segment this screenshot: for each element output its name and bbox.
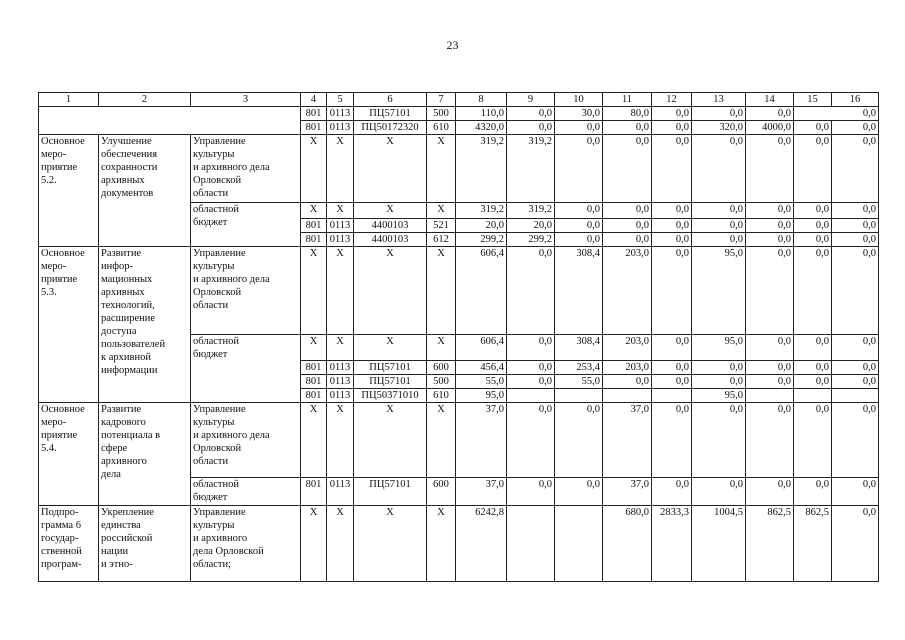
value-cell: 606,4 [456,247,507,335]
value-cell: 55,0 [456,375,507,389]
column-header: 6 [354,93,427,107]
value-cell: 0,0 [746,361,794,375]
value-cell: 0,0 [794,403,832,478]
value-cell: 0,0 [746,203,794,219]
value-cell: 0,0 [507,335,555,361]
measure-title: Основное меро- приятие 5.2. [39,135,99,247]
value-cell: 0,0 [652,203,692,219]
value-cell: 0,0 [555,135,603,203]
value-cell: 4400103 [354,233,427,247]
value-cell: 0,0 [555,403,603,478]
value-cell: ПЦ50172320 [354,121,427,135]
page-number: 23 [446,38,459,52]
value-cell: 319,2 [507,203,555,219]
table-row [39,107,879,121]
value-cell: 0,0 [603,135,652,203]
value-cell: 0,0 [746,478,794,506]
value-cell: 606,4 [456,335,507,361]
value-cell: 0,0 [832,478,879,506]
value-cell: 80,0 [603,107,652,121]
value-cell: 0113 [327,233,354,247]
value-cell: 95,0 [692,389,746,403]
value-cell: Х [301,135,327,203]
value-cell: 0,0 [746,403,794,478]
value-cell: Х [427,135,456,203]
value-cell: Х [427,403,456,478]
value-cell: 37,0 [456,478,507,506]
value-cell: 0,0 [555,219,603,233]
value-cell: 0,0 [794,478,832,506]
column-header: 14 [746,93,794,107]
value-cell: 4400103 [354,219,427,233]
value-cell [507,389,555,403]
value-cell: 0,0 [794,375,832,389]
value-cell: 0,0 [652,219,692,233]
value-cell: Х [301,403,327,478]
empty-cell [39,107,301,135]
value-cell: 6242,8 [456,506,507,582]
value-cell: 0,0 [794,361,832,375]
value-cell: 308,4 [555,247,603,335]
value-cell: 299,2 [456,233,507,247]
value-cell: 0,0 [692,135,746,203]
value-cell: 0,0 [692,107,746,121]
value-cell: 95,0 [692,335,746,361]
value-cell: 0,0 [832,335,879,361]
value-cell: 0,0 [832,203,879,219]
column-header: 12 [652,93,692,107]
value-cell: 680,0 [603,506,652,582]
value-cell: 0,0 [794,247,832,335]
value-cell: 0,0 [692,219,746,233]
value-cell: Х [301,203,327,219]
value-cell: ПЦ57101 [354,375,427,389]
value-cell: 801 [301,389,327,403]
value-cell: ПЦ57101 [354,107,427,121]
measure-title: Основное меро- приятие 5.4. [39,403,99,506]
column-header: 5 [327,93,354,107]
value-cell: 0,0 [692,361,746,375]
value-cell: Х [427,506,456,582]
value-cell: 0,0 [692,478,746,506]
measure-row [39,135,879,203]
value-cell: 0,0 [652,478,692,506]
value-cell: 37,0 [456,403,507,478]
value-cell: 0,0 [746,375,794,389]
value-cell: 0,0 [507,247,555,335]
value-cell: 0,0 [507,121,555,135]
value-cell [794,389,832,403]
value-cell: 0113 [327,219,354,233]
value-cell [555,506,603,582]
value-cell: 610 [427,121,456,135]
value-cell: 0113 [327,107,354,121]
value-cell: 0,0 [832,403,879,478]
value-cell [555,389,603,403]
value-cell: 20,0 [507,219,555,233]
value-cell: 0,0 [507,107,555,121]
value-cell: 320,0 [692,121,746,135]
value-cell: 0113 [327,121,354,135]
column-header: 13 [692,93,746,107]
value-cell: 0,0 [603,121,652,135]
value-cell: 0,0 [652,403,692,478]
measure-title: Основное меро- приятие 5.3. [39,247,99,403]
subprogram-description: Укрепление единства российской нации и этно- [99,506,191,582]
value-cell: 299,2 [507,233,555,247]
value-cell: 253,4 [555,361,603,375]
value-cell: 0,0 [555,233,603,247]
value-cell: 95,0 [456,389,507,403]
value-cell: 319,2 [456,203,507,219]
value-cell: 0,0 [794,233,832,247]
value-cell: 2833,3 [652,506,692,582]
measure-row [39,403,879,478]
value-cell: Х [327,506,354,582]
value-cell: Х [327,247,354,335]
value-cell: 862,5 [794,506,832,582]
value-cell: ПЦ50371010 [354,389,427,403]
executor-cell: Управление культуры и архивного дела Орловской области [191,247,301,335]
budget-source-cell: областной бюджет [191,335,301,403]
value-cell: 0,0 [603,203,652,219]
value-cell: 801 [301,107,327,121]
value-cell: 0,0 [794,121,832,135]
value-cell: 0,0 [692,403,746,478]
value-cell: 0,0 [746,219,794,233]
value-cell: 203,0 [603,335,652,361]
value-cell: 95,0 [692,247,746,335]
value-cell: 801 [301,233,327,247]
value-cell: 0,0 [603,219,652,233]
value-cell: 0,0 [746,335,794,361]
value-cell [746,389,794,403]
column-header: 1 [39,93,99,107]
value-cell: 0,0 [692,203,746,219]
value-cell: 0,0 [746,233,794,247]
value-cell [603,389,652,403]
value-cell [832,389,879,403]
column-header: 4 [301,93,327,107]
value-cell: 456,4 [456,361,507,375]
value-cell [507,506,555,582]
value-cell: 1004,5 [692,506,746,582]
value-cell: 0113 [327,478,354,506]
value-cell: 0,0 [555,478,603,506]
value-cell: 801 [301,361,327,375]
value-cell: Х [301,247,327,335]
value-cell: 0,0 [603,233,652,247]
value-cell: 0,0 [832,361,879,375]
value-cell: 319,2 [456,135,507,203]
value-cell: 801 [301,478,327,506]
column-header: 9 [507,93,555,107]
value-cell: 0,0 [652,121,692,135]
value-cell: Х [354,247,427,335]
value-cell: 801 [301,121,327,135]
budget-table [38,92,879,582]
value-cell: 0,0 [555,121,603,135]
value-cell: 4320,0 [456,121,507,135]
value-cell: Х [327,403,354,478]
value-cell: Х [354,403,427,478]
value-cell: 521 [427,219,456,233]
value-cell: 500 [427,375,456,389]
column-header: 2 [99,93,191,107]
value-cell: 20,0 [456,219,507,233]
column-header: 11 [603,93,652,107]
value-cell: Х [301,335,327,361]
value-cell: Х [427,203,456,219]
value-cell: 0,0 [794,219,832,233]
value-cell: 500 [427,107,456,121]
value-cell: Х [427,335,456,361]
value-cell: 801 [301,219,327,233]
value-cell: 0,0 [652,233,692,247]
value-cell: 0,0 [832,219,879,233]
value-cell: 0,0 [832,506,879,582]
value-cell: 0,0 [652,375,692,389]
value-cell: 0,0 [746,135,794,203]
column-header: 7 [427,93,456,107]
value-cell: 0113 [327,389,354,403]
value-cell: 0,0 [652,247,692,335]
value-cell: 0,0 [692,375,746,389]
value-cell: Х [354,135,427,203]
value-cell: 203,0 [603,361,652,375]
value-cell: Х [427,247,456,335]
value-cell: 0,0 [746,247,794,335]
value-cell: 308,4 [555,335,603,361]
value-cell: 0,0 [746,107,794,121]
value-cell: 0,0 [652,335,692,361]
value-cell: 4000,0 [746,121,794,135]
executor-cell: Управление культуры и архивного дела Орловской области [191,135,301,203]
column-header: 15 [794,93,832,107]
measure-description: Развитие инфор- мационных архивных технологий, расширение доступа пользователей к архивной информации [99,247,191,403]
executor-cell: Управление культуры и архивного дела Орловской области [191,403,301,478]
value-cell: 319,2 [507,135,555,203]
column-header: 10 [555,93,603,107]
budget-source-cell: областной бюджет [191,478,301,506]
value-cell: 801 [301,375,327,389]
value-cell: Х [301,506,327,582]
measure-row [39,247,879,335]
value-cell: 0,0 [832,121,879,135]
value-cell: 0,0 [652,135,692,203]
value-cell: 0,0 [507,361,555,375]
value-cell: 203,0 [603,247,652,335]
budget-source-cell: областной бюджет [191,203,301,247]
value-cell [652,389,692,403]
value-cell: 600 [427,361,456,375]
value-cell: 862,5 [746,506,794,582]
value-cell: ПЦ57101 [354,478,427,506]
value-cell: 37,0 [603,403,652,478]
column-header: 16 [832,93,879,107]
value-cell: 0,0 [652,361,692,375]
value-cell: 0,0 [507,403,555,478]
column-header: 8 [456,93,507,107]
value-cell: Х [327,335,354,361]
measure-description: Развитие кадрового потенциала в сфере архивного дела [99,403,191,506]
value-cell: 0,0 [555,203,603,219]
header-row [39,93,879,107]
value-cell: 0,0 [794,107,879,121]
value-cell: Х [354,506,427,582]
value-cell: 612 [427,233,456,247]
value-cell: 0113 [327,361,354,375]
value-cell: 600 [427,478,456,506]
value-cell: 0,0 [692,233,746,247]
value-cell: 0,0 [794,203,832,219]
value-cell: 0,0 [794,135,832,203]
subprogram-title: Подпро- грамма 6 государ- ственной програм- [39,506,99,582]
executor-cell: Управление культуры и архивного дела Орловской области; [191,506,301,582]
value-cell: Х [327,135,354,203]
measure-description: Улучшение обеспечения сохранности архивных документов [99,135,191,247]
value-cell: 0,0 [507,478,555,506]
value-cell: 110,0 [456,107,507,121]
value-cell: 0,0 [832,233,879,247]
value-cell: 0,0 [832,135,879,203]
subprogram-row [39,506,879,582]
value-cell: Х [354,335,427,361]
value-cell: 0,0 [832,375,879,389]
value-cell: 0,0 [507,375,555,389]
value-cell: 37,0 [603,478,652,506]
value-cell: ПЦ57101 [354,361,427,375]
value-cell: 610 [427,389,456,403]
value-cell: 0,0 [603,375,652,389]
value-cell: 0113 [327,375,354,389]
value-cell: 0,0 [832,247,879,335]
value-cell: 30,0 [555,107,603,121]
value-cell: 0,0 [794,335,832,361]
value-cell: 55,0 [555,375,603,389]
value-cell: Х [327,203,354,219]
column-header: 3 [191,93,301,107]
value-cell: 0,0 [652,107,692,121]
value-cell: Х [354,203,427,219]
